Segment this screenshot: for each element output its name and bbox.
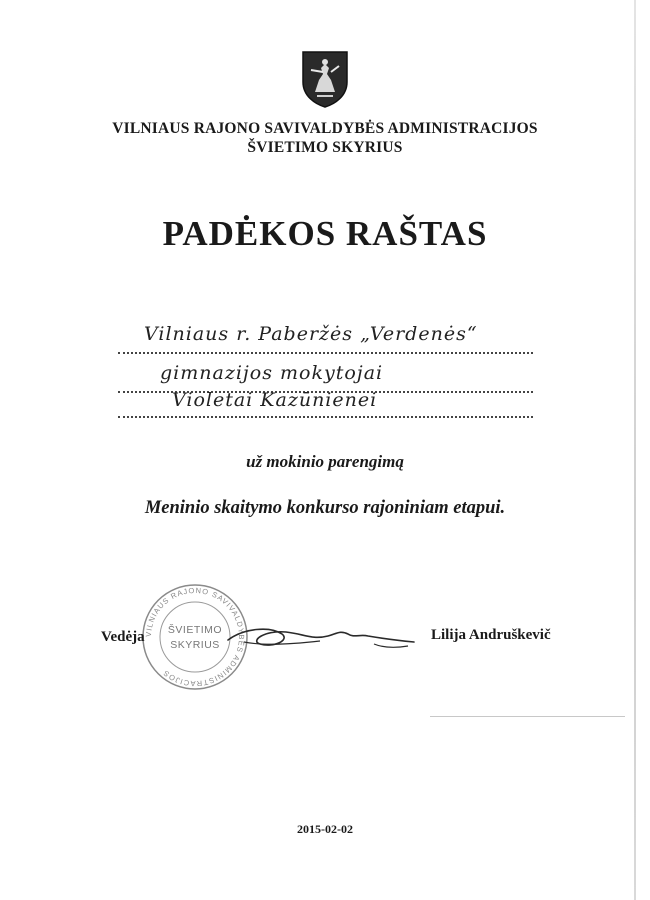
seal-center-line-2: SKYRIUS xyxy=(170,639,220,651)
handwritten-recipient-line-3: Violetai Kazūnienei xyxy=(172,389,378,411)
handwritten-recipient-line-1: Vilniaus r. Paberžės „Verdenės“ xyxy=(144,323,478,345)
contest-phrase: Meninio skaitymo konkurso rajoniniam etapui. xyxy=(144,498,506,518)
coat-of-arms-emblem xyxy=(301,50,349,108)
organization-line-1: VILNIAUS RAJONO SAVIVALDYBĖS ADMINISTRACIJOS xyxy=(112,120,538,137)
handwritten-recipient-line-2: gimnazijos mokytojai xyxy=(160,362,384,384)
issue-date: 2015-02-02 xyxy=(297,822,353,836)
seal-ring-text: VILNIAUS RAJONO SAVIVALDYBĖS ADMINISTRACIJOS xyxy=(143,585,247,689)
reason-phrase: už mokinio parengimą xyxy=(246,452,404,471)
faint-rule xyxy=(430,716,625,717)
seal-center-line-1: ŠVIETIMO xyxy=(167,624,223,636)
document-title: PADĖKOS RAŠTAS xyxy=(162,214,488,253)
organization-line-2: ŠVIETIMO SKYRIUS xyxy=(247,139,403,156)
signatory-role: Vedėja xyxy=(101,629,145,645)
signatory-name: Lilija Andruškevič xyxy=(431,627,551,643)
handwritten-signature xyxy=(224,614,424,662)
